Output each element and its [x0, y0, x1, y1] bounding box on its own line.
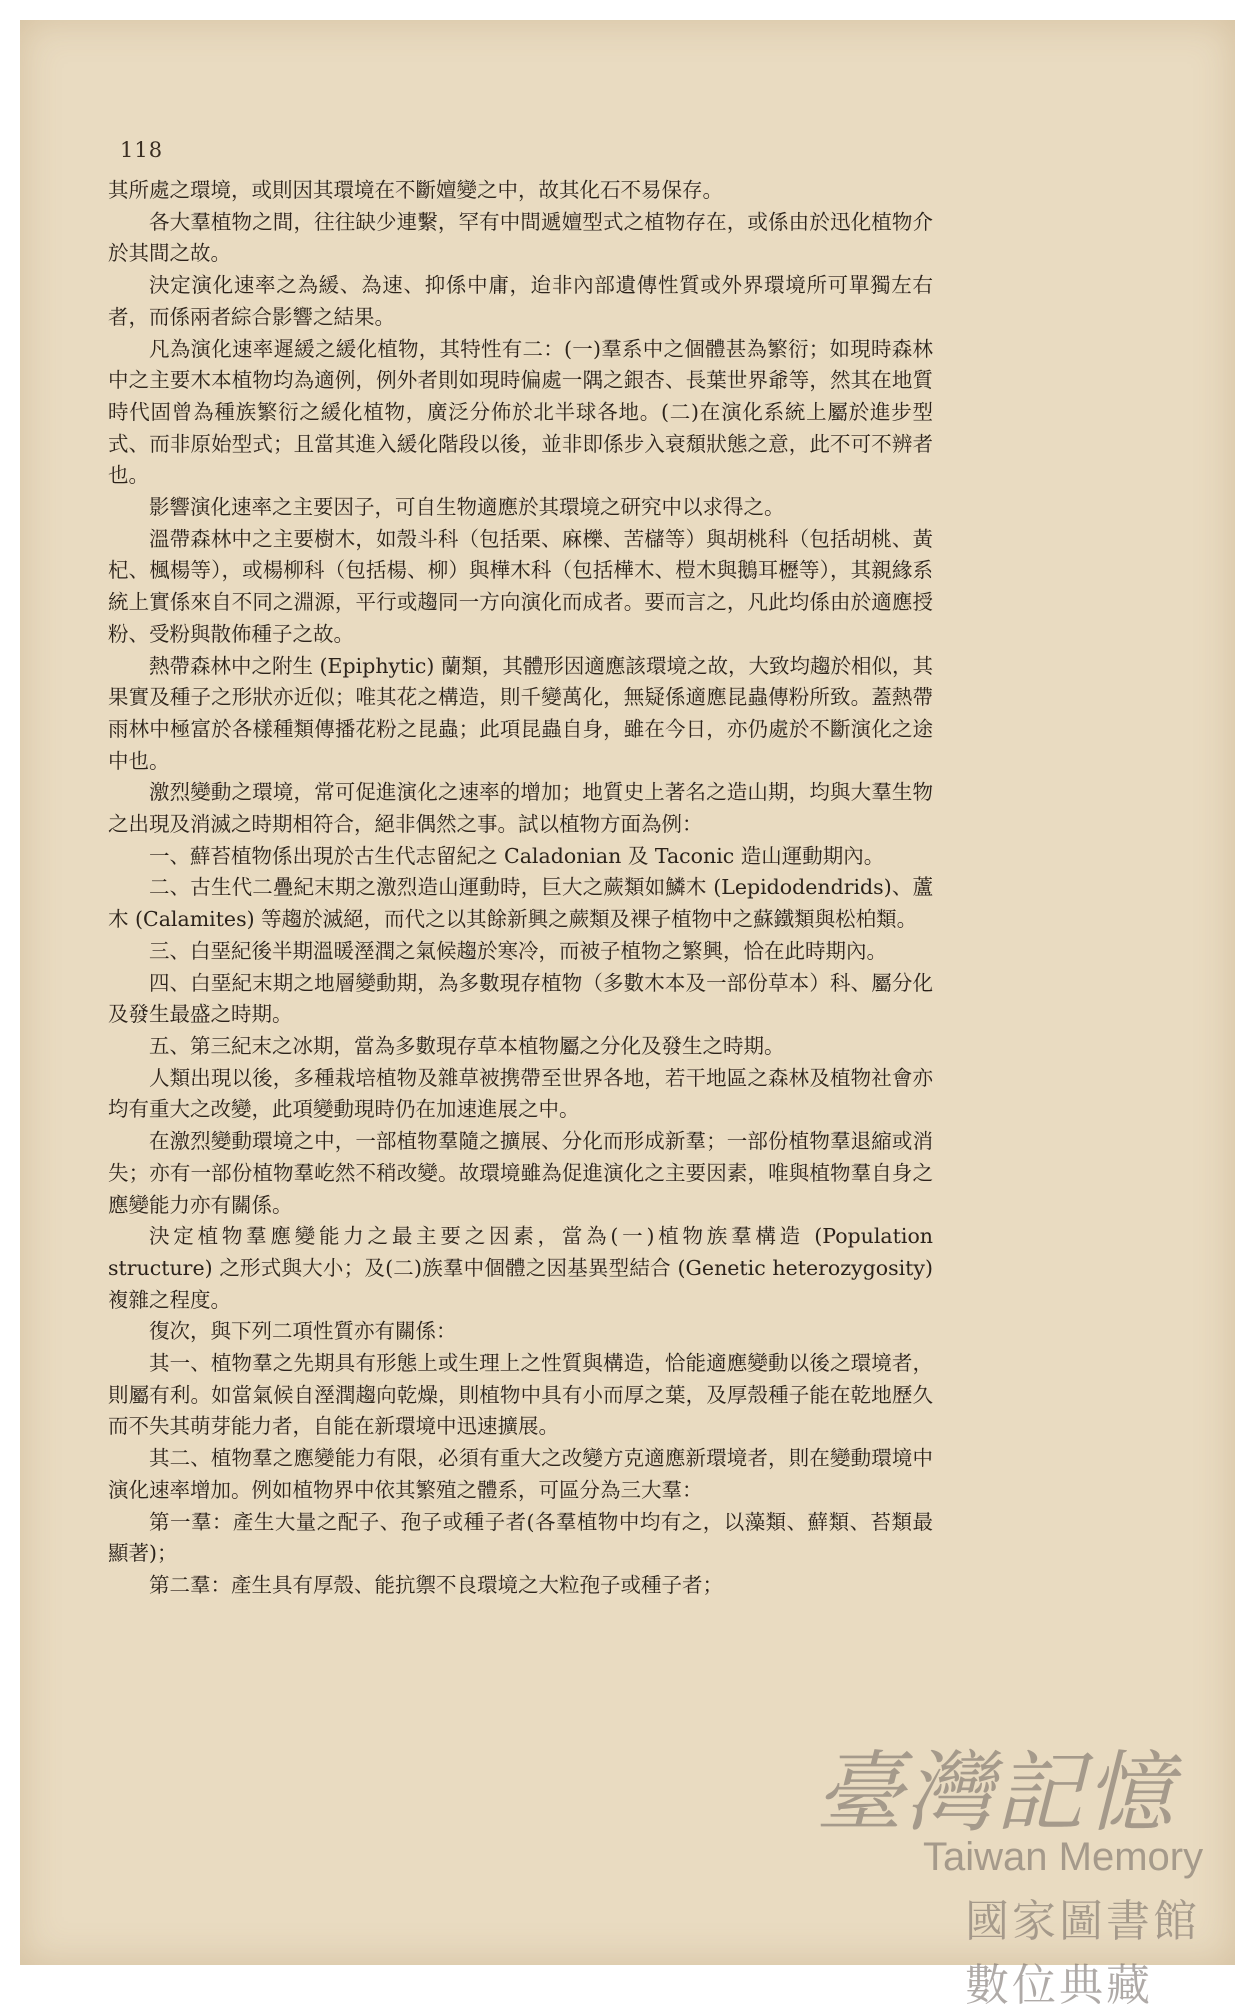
taiwan-memory-watermark: [815, 1741, 1235, 2011]
page-number: 118: [120, 138, 164, 162]
paragraph: 其一、植物羣之先期具有形態上或生理上之性質與構造，恰能適應變動以後之環境者，則屬有利。如當氣候自溼潤趨向乾燥，則植物中具有小而厚之葉，及厚殼種子能在乾地歷久而不失其萌芽能力者，自能在新環境中迅速擴展。: [108, 1351, 933, 1439]
paragraph: 其所處之環境，或則因其環境在不斷嬗變之中，故其化石不易保存。: [108, 178, 723, 202]
watermark-subtitle: 國家圖書館數位典藏: [965, 1896, 1200, 2011]
paragraph: 影響演化速率之主要因子，可自生物適應於其環境之研究中以求得之。: [149, 495, 785, 520]
paragraph: 決定植物羣應變能力之最主要之因素，當為(一)植物族羣構造 (Population structure) 之形式與大小；及(二)族羣中個體之因基異型結合 (Genetic heterozygosity) 複雜之程度。: [108, 1224, 933, 1312]
paragraph: 凡為演化速率遲緩之緩化植物，其特性有二：(一)羣系中之個體甚為繁衍；如現時森林中之主要木本植物均為適例，例外者則如現時偏處一隅之銀杏、長葉世界爺等，然其在地質時代固曾為種族繁衍之緩化植物，廣泛分佈於北半球各地。(二)在演化系統上屬於進步型式、而非原始型式；且當其進入緩化階段以後，並非即係步入衰頹狀態之意，此不可不辨者也。: [108, 336, 933, 488]
list-item: 第一羣：產生大量之配子、孢子或種子者(各羣植物中均有之，以藻類、蘚類、苔類最顯著)；: [108, 1509, 933, 1566]
paragraph: 激烈變動之環境，常可促進演化之速率的增加；地質史上著名之造山期，均與大羣生物之出現及消滅之時期相符合，絕非偶然之事。試以植物方面為例：: [108, 780, 933, 837]
paragraph: 復次，與下列二項性質亦有關係：: [149, 1319, 457, 1344]
list-item: 三、白堊紀後半期溫暖溼潤之氣候趨於寒冷，而被子植物之繁興，恰在此時期內。: [149, 938, 887, 963]
watermark-english-label: Taiwan Memory: [923, 1835, 1204, 1879]
book-page: [20, 20, 1235, 2011]
paragraph: 人類出現以後，多種栽培植物及雜草被携帶至世界各地，若干地區之森林及植物社會亦均有重大之改變，此項變動現時仍在加速進展之中。: [108, 1065, 933, 1122]
list-item: 第二羣：產生具有厚殼、能抗禦不良環境之大粒孢子或種子者；: [149, 1572, 723, 1597]
list-item: 四、白堊紀末期之地層變動期，為多數現存植物（多數木本及一部份草本）科、屬分化及發生最盛之時期。: [108, 970, 933, 1027]
list-item: 五、第三紀末之冰期，當為多數現存草本植物屬之分化及發生之時期。: [149, 1033, 785, 1058]
paragraph: 其二、植物羣之應變能力有限，必須有重大之改變方克適應新環境者，則在變動環境中演化速率增加。例如植物界中依其繁殖之體系，可區分為三大羣：: [108, 1446, 933, 1502]
list-item: 一、蘚苔植物係出現於古生代志留紀之 Caladonian 及 Taconic 造山運動期內。: [149, 843, 885, 868]
paragraph: 在激烈變動環境之中，一部植物羣隨之擴展、分化而形成新羣；一部份植物羣退縮或消失；亦有一部份植物羣屹然不稍改變。故環境雖為促進演化之主要因素，唯與植物羣自身之應變能力亦有關係。: [108, 1129, 933, 1217]
paragraph: 各大羣植物之間，往往缺少連繫，罕有中間遞嬗型式之植物存在，或係由於迅化植物介於其間之故。: [108, 209, 933, 266]
paragraph: 熱帶森林中之附生 (Epiphytic) 蘭類，其體形因適應該環境之故，大致均趨於相似，其果實及種子之形狀亦近似；唯其花之構造，則千變萬化，無疑係適應昆蟲傳粉所致。蓋熱帶雨林中極富於各樣種類傳播花粉之昆蟲；此項昆蟲自身，雖在今日，亦仍處於不斷演化之途中也。: [108, 653, 933, 773]
paragraph: 決定演化速率之為緩、為速、抑係中庸，迨非內部遺傳性質或外界環境所可單獨左右者，而係兩者綜合影響之結果。: [108, 273, 933, 329]
watermark-chinese-logo: 臺灣記憶: [815, 1741, 1176, 1844]
body-text: [108, 175, 933, 1602]
list-item: 二、古生代二疊紀末期之激烈造山運動時，巨大之蕨類如鱗木 (Lepidodendrids)、蘆木 (Calamites) 等趨於滅絕，而代之以其餘新興之蕨類及裸子植物中之蘇鐵類與松柏類。: [108, 875, 933, 932]
paragraph: 溫帶森林中之主要樹木，如殼斗科（包括栗、麻櫟、苦櫧等）與胡桃科（包括胡桃、黃杞、楓楊等），或楊柳科（包括楊、柳）與樺木科（包括樺木、榿木與鵝耳櫪等），其親緣系統上實係來自不同之淵源，平行或趨同一方向演化而成者。要而言之，凡此均係由於適應授粉、受粉與散佈種子之故。: [108, 526, 933, 646]
